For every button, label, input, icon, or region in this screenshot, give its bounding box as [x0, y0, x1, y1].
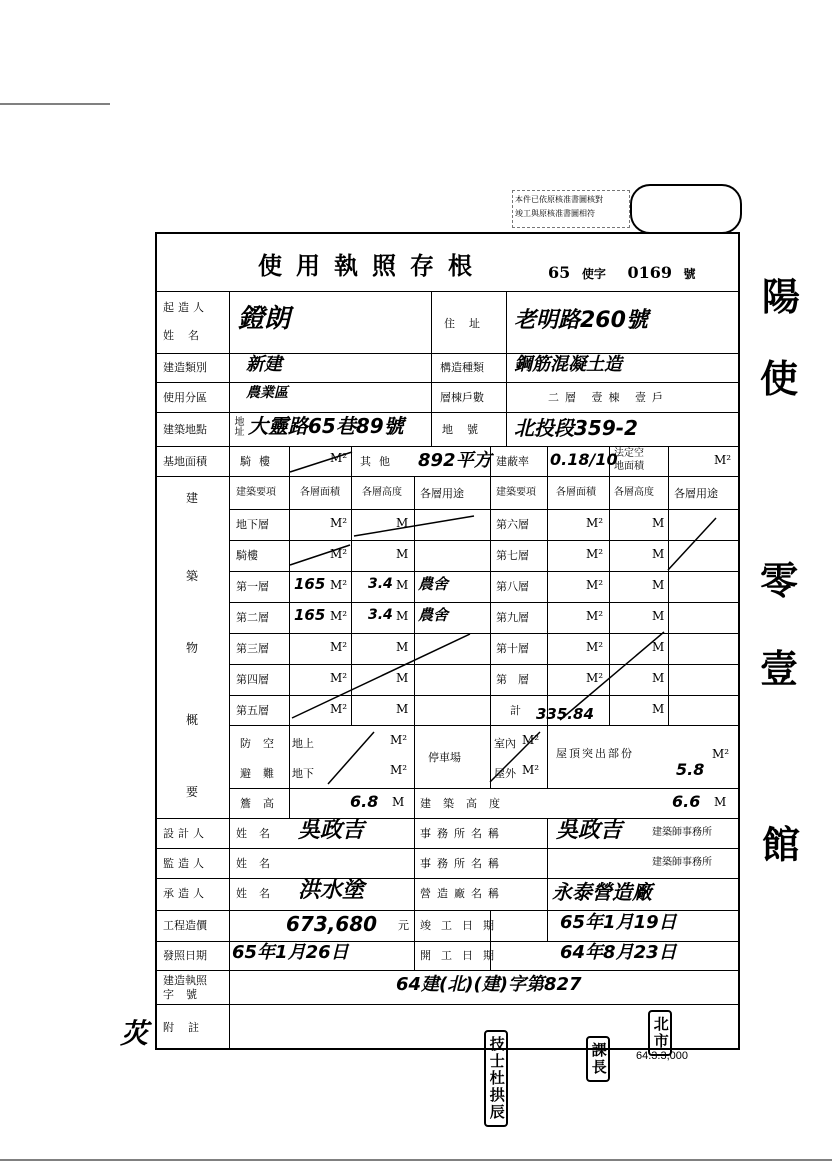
contractor-name: 洪水塗 — [298, 878, 365, 903]
other-value: 892平方 — [418, 450, 492, 471]
footer-code: 64.3.3,000 — [636, 1050, 688, 1062]
left-floor-name: 第一層 — [236, 580, 269, 593]
address-value: 老明路260號 — [514, 308, 648, 333]
contractor-name-label: 姓名 — [236, 887, 282, 900]
shelter-label-1: 防空 — [240, 737, 286, 750]
designer-office-label: 事務所名稱 — [420, 827, 505, 840]
margin-char-1: 陽 — [762, 274, 801, 319]
left-floor-height-unit: M — [396, 516, 409, 530]
site-label: 建築地點 — [163, 423, 207, 436]
left-floor-height-unit: M — [396, 547, 409, 561]
zone-value: 農業區 — [246, 385, 288, 401]
coverage-value: 0.18/10 — [550, 450, 618, 469]
left-floor-area-unit: M² — [330, 671, 348, 685]
completion-label: 竣工日期 — [420, 919, 504, 932]
left-floor-area-unit: M² — [330, 578, 348, 592]
left-floor-name: 第二層 — [236, 611, 269, 624]
issue-value: 65年1月26日 — [232, 942, 349, 963]
head-item-right: 建築要項 — [496, 487, 536, 498]
legal-label-1: 法定空 — [614, 448, 644, 459]
roof-label: 屋頂突出部份 — [556, 747, 634, 760]
shelter-label-2: 避難 — [240, 767, 286, 780]
left-floor-name: 地下層 — [236, 518, 269, 531]
area-label: 基地面積 — [163, 455, 207, 468]
right-floor-name: 第九層 — [496, 611, 529, 624]
left-floor-height-unit: M — [396, 702, 409, 716]
coverage-label: 建蔽率 — [496, 455, 529, 468]
right-floor-area-unit: M² — [586, 640, 604, 654]
contractor-office: 永泰營造廠 — [552, 880, 652, 904]
structure-value: 鋼筋混凝土造 — [514, 354, 622, 375]
left-floor-name: 第三層 — [236, 642, 269, 655]
total-height-label: 建築高度 — [420, 797, 512, 810]
shelter-above-unit: M² — [390, 733, 408, 747]
chief-stamp: 課長 — [586, 1036, 610, 1082]
right-floor-name: 第六層 — [496, 518, 529, 531]
parking-indoor: 室內 — [494, 737, 516, 750]
total-height-value: 6.6 — [672, 792, 701, 811]
left-floor-height-unit: M — [396, 578, 409, 592]
cost-value: 673,680 — [286, 912, 378, 936]
start-label: 開工日期 — [420, 949, 504, 962]
right-floor-height-unit: M — [652, 516, 665, 530]
building-side-1: 建 — [186, 491, 199, 505]
head-area-right: 各層面積 — [556, 487, 596, 498]
supervisor-office-label: 事務所名稱 — [420, 857, 505, 870]
arcade-label: 騎樓 — [240, 455, 278, 468]
supervisor-label: 監造人 — [163, 857, 208, 870]
contractor-label: 承造人 — [163, 887, 208, 900]
right-floor-height-unit: M — [652, 702, 665, 716]
head-height-left: 各層高度 — [362, 487, 402, 498]
right-floor-name: 第八層 — [496, 580, 529, 593]
note-label: 附註 — [163, 1021, 213, 1034]
lot-label: 地號 — [442, 423, 492, 436]
city-stamp: 北市 — [648, 1010, 672, 1056]
permit-label-1: 建造執照 — [163, 974, 207, 987]
left-floor-area-unit: M² — [330, 702, 348, 716]
builder-name-value: 鐙朗 — [238, 304, 291, 334]
contractor-office-label: 營造廠名稱 — [420, 887, 505, 900]
left-margin-mark: 苂 — [120, 1017, 149, 1050]
eaves-label: 簷高 — [240, 797, 286, 810]
head-area-left: 各層面積 — [300, 487, 340, 498]
designer-office: 吳政吉 — [556, 818, 623, 843]
number-prefix: 65 — [548, 263, 571, 282]
right-floor-name: 第七層 — [496, 549, 529, 562]
site-value: 大靈路65巷89號 — [248, 414, 404, 438]
margin-char-2: 使 — [760, 356, 799, 401]
head-height-right: 各層高度 — [614, 487, 654, 498]
permit-label-2: 字號 — [163, 988, 209, 1001]
lot-value: 北投段359-2 — [514, 416, 638, 440]
head-use-right: 各層用途 — [674, 487, 718, 500]
other-label: 其他 — [360, 455, 398, 468]
margin-char-5: 館 — [762, 822, 801, 867]
arcade-unit: M² — [330, 451, 348, 465]
left-floor-area-unit: M² — [330, 609, 348, 623]
zone-label: 使用分區 — [163, 391, 207, 404]
right-floor-height-unit: M — [652, 578, 665, 592]
permit-value: 64建(北)(建)字第827 — [396, 974, 582, 995]
designer-name: 吳政吉 — [298, 818, 365, 843]
stamp-line-2: 竣工與原核准書圖相符 — [515, 209, 595, 218]
left-floor-height: 3.4 — [368, 576, 393, 592]
building-side-5: 要 — [186, 785, 199, 799]
head-item-left: 建築要項 — [236, 487, 276, 498]
left-floor-height-unit: M — [396, 671, 409, 685]
stamp-line-1: 本件已依原核准書圖核對 — [515, 195, 603, 204]
category-label: 建造類別 — [163, 361, 207, 374]
builder-name-label: 姓名 — [163, 329, 213, 342]
legal-unit: M² — [714, 453, 732, 467]
right-floor-height-unit: M — [652, 547, 665, 561]
right-floor-area-unit: M² — [586, 547, 604, 561]
total-height-unit: M — [714, 795, 727, 809]
left-floor-area-unit: M² — [330, 640, 348, 654]
left-floor-name: 第四層 — [236, 673, 269, 686]
margin-char-3: 零 — [760, 558, 799, 603]
parking-label: 停車場 — [428, 751, 461, 764]
legal-label-2: 地面積 — [614, 461, 644, 472]
designer-office-suffix: 建築師事務所 — [652, 827, 712, 838]
left-floor-name: 第五層 — [236, 704, 269, 717]
right-floor-height-unit: M — [652, 671, 665, 685]
cost-unit: 元 — [398, 919, 409, 932]
building-side-2: 築 — [186, 569, 199, 583]
number-value: 0169 — [627, 263, 672, 282]
cost-label: 工程造價 — [163, 919, 207, 932]
right-floor-area-unit: M² — [586, 671, 604, 685]
completion-value: 65年1月19日 — [560, 912, 677, 933]
builder-label: 起造人 — [163, 301, 208, 314]
head-use-left: 各層用途 — [420, 487, 464, 500]
right-floor-name: 計 — [510, 704, 521, 717]
parking-indoor-unit: M² — [522, 733, 540, 747]
supervisor-office-suffix: 建築師事務所 — [652, 857, 712, 868]
floors-value: 二層 壹棟 壹戶 — [548, 391, 669, 404]
left-floor-height-unit: M — [396, 609, 409, 623]
right-floor-height-unit: M — [652, 609, 665, 623]
left-floor-area-unit: M² — [330, 516, 348, 530]
number-char: 使字 — [581, 267, 606, 281]
supervisor-name-label: 姓名 — [236, 857, 282, 870]
right-floor-name: 第十層 — [496, 642, 529, 655]
structure-label: 構造種類 — [440, 361, 484, 374]
site-address-tag: 地址 — [232, 416, 243, 436]
building-side-4: 概 — [186, 713, 199, 727]
shelter-above: 地上 — [292, 737, 314, 750]
left-floor-height: 3.4 — [368, 607, 393, 623]
right-floor-area-unit: M² — [586, 609, 604, 623]
parking-outdoor-unit: M² — [522, 763, 540, 777]
left-floor-area: 165 — [294, 606, 326, 624]
building-side-3: 物 — [186, 641, 199, 655]
shelter-below-unit: M² — [390, 763, 408, 777]
category-value: 新建 — [246, 354, 282, 375]
roof-unit: M² — [712, 747, 730, 761]
shelter-below: 地下 — [292, 767, 314, 780]
address-label: 住址 — [444, 317, 494, 330]
right-floor-total: 335.84 — [536, 705, 594, 723]
page-title: 使用執照存根 — [258, 251, 486, 280]
left-floor-height-unit: M — [396, 640, 409, 654]
left-floor-name: 騎樓 — [236, 549, 258, 562]
number-suffix: 號 — [683, 267, 696, 281]
designer-name-label: 姓名 — [236, 827, 282, 840]
left-floor-area-unit: M² — [330, 547, 348, 561]
designer-label: 設計人 — [163, 827, 208, 840]
right-floor-name: 第 層 — [496, 673, 529, 686]
right-floor-height-unit: M — [652, 640, 665, 654]
eaves-unit: M — [392, 795, 405, 809]
engineer-stamp: 技士杜拱辰 — [484, 1030, 508, 1127]
eaves-value: 6.8 — [350, 792, 379, 811]
left-floor-use: 農舍 — [418, 606, 449, 624]
left-floor-area: 165 — [294, 575, 326, 593]
right-floor-area-unit: M² — [586, 578, 604, 592]
start-value: 64年8月23日 — [560, 942, 677, 963]
left-floor-use: 農舍 — [418, 575, 449, 593]
floors-label: 層棟戶數 — [440, 391, 484, 404]
parking-outdoor: 屋外 — [494, 767, 516, 780]
issue-label: 發照日期 — [163, 949, 207, 962]
roof-value: 5.8 — [676, 760, 705, 779]
right-floor-area-unit: M² — [586, 516, 604, 530]
margin-char-4: 壹 — [760, 646, 799, 691]
